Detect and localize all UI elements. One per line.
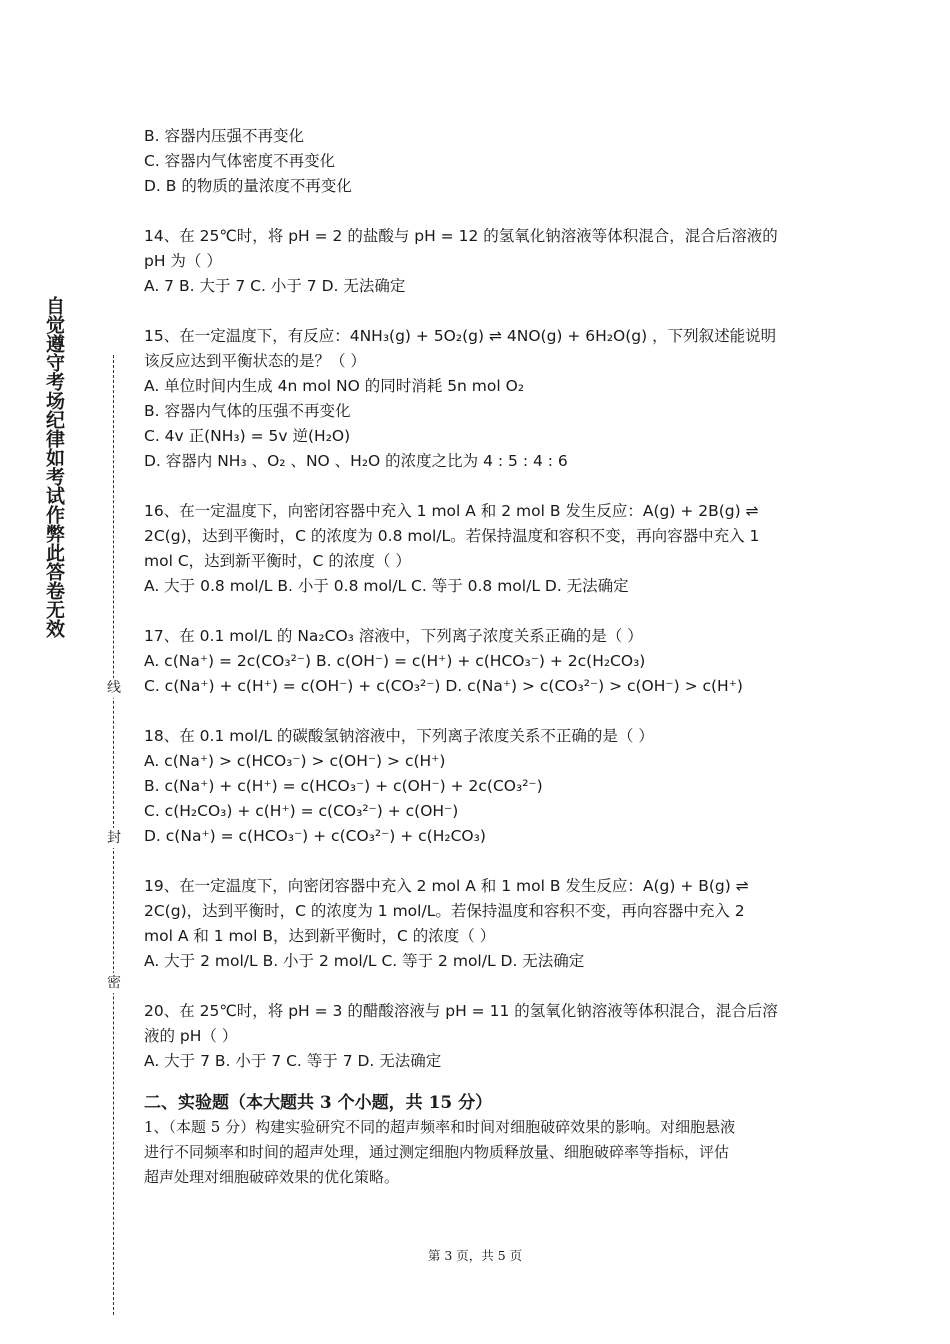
binding-label-feng: 封 bbox=[104, 828, 124, 848]
question-line: pH 为（ ） bbox=[144, 252, 222, 270]
paragraph-line: 进行不同频率和时间的超声处理，通过测定细胞内物质释放量、细胞破碎率等指标，评估 bbox=[144, 1143, 730, 1161]
question-20 bbox=[144, 999, 810, 1074]
question-18 bbox=[144, 724, 810, 849]
question-line: 该反应达到平衡状态的是？（ ） bbox=[144, 352, 366, 370]
question-line: 15、在一定温度下，有反应：4NH₃(g) + 5O₂(g) ⇌ 4NO(g) + 6H₂O(g) ，下列叙述能说明 bbox=[144, 327, 777, 345]
option-line: B. 容器内压强不再变化 bbox=[144, 127, 304, 145]
question-line: mol A 和 1 mol B，达到新平衡时，C 的浓度（ ） bbox=[144, 927, 496, 945]
question-line: A. 大于 0.8 mol/L B. 小于 0.8 mol/L C. 等于 0.8 mol/L D. 无法确定 bbox=[144, 577, 629, 595]
question-line: mol C，达到新平衡时，C 的浓度（ ） bbox=[144, 552, 411, 570]
question-line: A. 大于 7 B. 小于 7 C. 等于 7 D. 无法确定 bbox=[144, 1052, 442, 1070]
question-line: A. 单位时间内生成 4n mol NO 的同时消耗 5n mol O₂ bbox=[144, 377, 525, 395]
question-line: B. c(Na⁺) + c(H⁺) = c(HCO₃⁻) + c(OH⁻) + 2c(CO₃²⁻) bbox=[144, 777, 543, 795]
paragraph-line: 超声处理对细胞破碎效果的优化策略。 bbox=[144, 1168, 400, 1186]
option-line: D. B 的物质的量浓度不再变化 bbox=[144, 177, 352, 195]
binding-label-mi: 密 bbox=[104, 973, 124, 993]
paragraph-line: 1、（本题 5 分）构建实验研究不同的超声频率和时间对细胞破碎效果的影响。对细胞悬液 bbox=[144, 1118, 736, 1136]
question-line: 14、在 25℃时，将 pH = 2 的盐酸与 pH = 12 的氢氧化钠溶液等体积混合，混合后溶液的 bbox=[144, 227, 778, 245]
question-line: 2C(g)，达到平衡时，C 的浓度为 0.8 mol/L。若保持温度和容积不变，再向容器中充入 1 bbox=[144, 527, 760, 545]
question-line: D. 容器内 NH₃ 、O₂ 、NO 、H₂O 的浓度之比为 4 : 5 : 4 : 6 bbox=[144, 452, 568, 470]
exam-discipline-note: 自觉遵守考场纪律如考试作弊此答卷无效 bbox=[43, 296, 65, 638]
question-line: 19、在一定温度下，向密闭容器中充入 2 mol A 和 1 mol B 发生反应：A(g) + B(g) ⇌ bbox=[144, 877, 749, 895]
question-line: A. c(Na⁺) > c(HCO₃⁻) > c(OH⁻) > c(H⁺) bbox=[144, 752, 446, 770]
question-line: C. c(H₂CO₃) + c(H⁺) = c(CO₃²⁻) + c(OH⁻) bbox=[144, 802, 459, 820]
question-line: A. c(Na⁺) = 2c(CO₃²⁻) B. c(OH⁻) = c(H⁺) + c(HCO₃⁻) + 2c(H₂CO₃) bbox=[144, 652, 646, 670]
page-footer: 第 3 页，共 5 页 bbox=[427, 1248, 523, 1263]
section-title: 二、实验题（本大题共 3 个小题，共 15 分） bbox=[144, 1093, 493, 1113]
question-line: 18、在 0.1 mol/L 的碳酸氢钠溶液中，下列离子浓度关系不正确的是（ ） bbox=[144, 727, 654, 745]
question-13-options bbox=[144, 124, 810, 199]
question-line: 17、在 0.1 mol/L 的 Na₂CO₃ 溶液中，下列离子浓度关系正确的是（ ） bbox=[144, 627, 643, 645]
question-15 bbox=[144, 324, 810, 474]
question-line: 液的 pH（ ） bbox=[144, 1027, 238, 1045]
question-16 bbox=[144, 499, 810, 599]
question-line: 16、在一定温度下，向密闭容器中充入 1 mol A 和 2 mol B 发生反应：A(g) + 2B(g) ⇌ bbox=[144, 502, 759, 520]
question-line: 2C(g)，达到平衡时，C 的浓度为 1 mol/L。若保持温度和容积不变，再向容器中充入 2 bbox=[144, 902, 745, 920]
question-line: C. c(Na⁺) + c(H⁺) = c(OH⁻) + c(CO₃²⁻) D. c(Na⁺) > c(CO₃²⁻) > c(OH⁻) > c(H⁺) bbox=[144, 677, 743, 695]
question-17 bbox=[144, 624, 810, 699]
question-line: A. 大于 2 mol/L B. 小于 2 mol/L C. 等于 2 mol/L D. 无法确定 bbox=[144, 952, 585, 970]
question-list bbox=[144, 224, 810, 1074]
question-14 bbox=[144, 224, 810, 299]
question-19 bbox=[144, 874, 810, 974]
question-line: B. 容器内气体的压强不再变化 bbox=[144, 402, 351, 420]
experiment-question-1 bbox=[144, 1115, 810, 1190]
question-line: 20、在 25℃时，将 pH = 3 的醋酸溶液与 pH = 11 的氢氧化钠溶液等体积混合，混合后溶 bbox=[144, 1002, 778, 1020]
page-content bbox=[144, 124, 810, 1190]
question-line: D. c(Na⁺) = c(HCO₃⁻) + c(CO₃²⁻) + c(H₂CO₃) bbox=[144, 827, 486, 845]
binding-label-xian: 线 bbox=[104, 678, 124, 698]
question-line: A. 7 B. 大于 7 C. 小于 7 D. 无法确定 bbox=[144, 277, 406, 295]
option-line: C. 容器内气体密度不再变化 bbox=[144, 152, 336, 170]
question-line: C. 4v 正(NH₃) = 5v 逆(H₂O) bbox=[144, 427, 351, 445]
